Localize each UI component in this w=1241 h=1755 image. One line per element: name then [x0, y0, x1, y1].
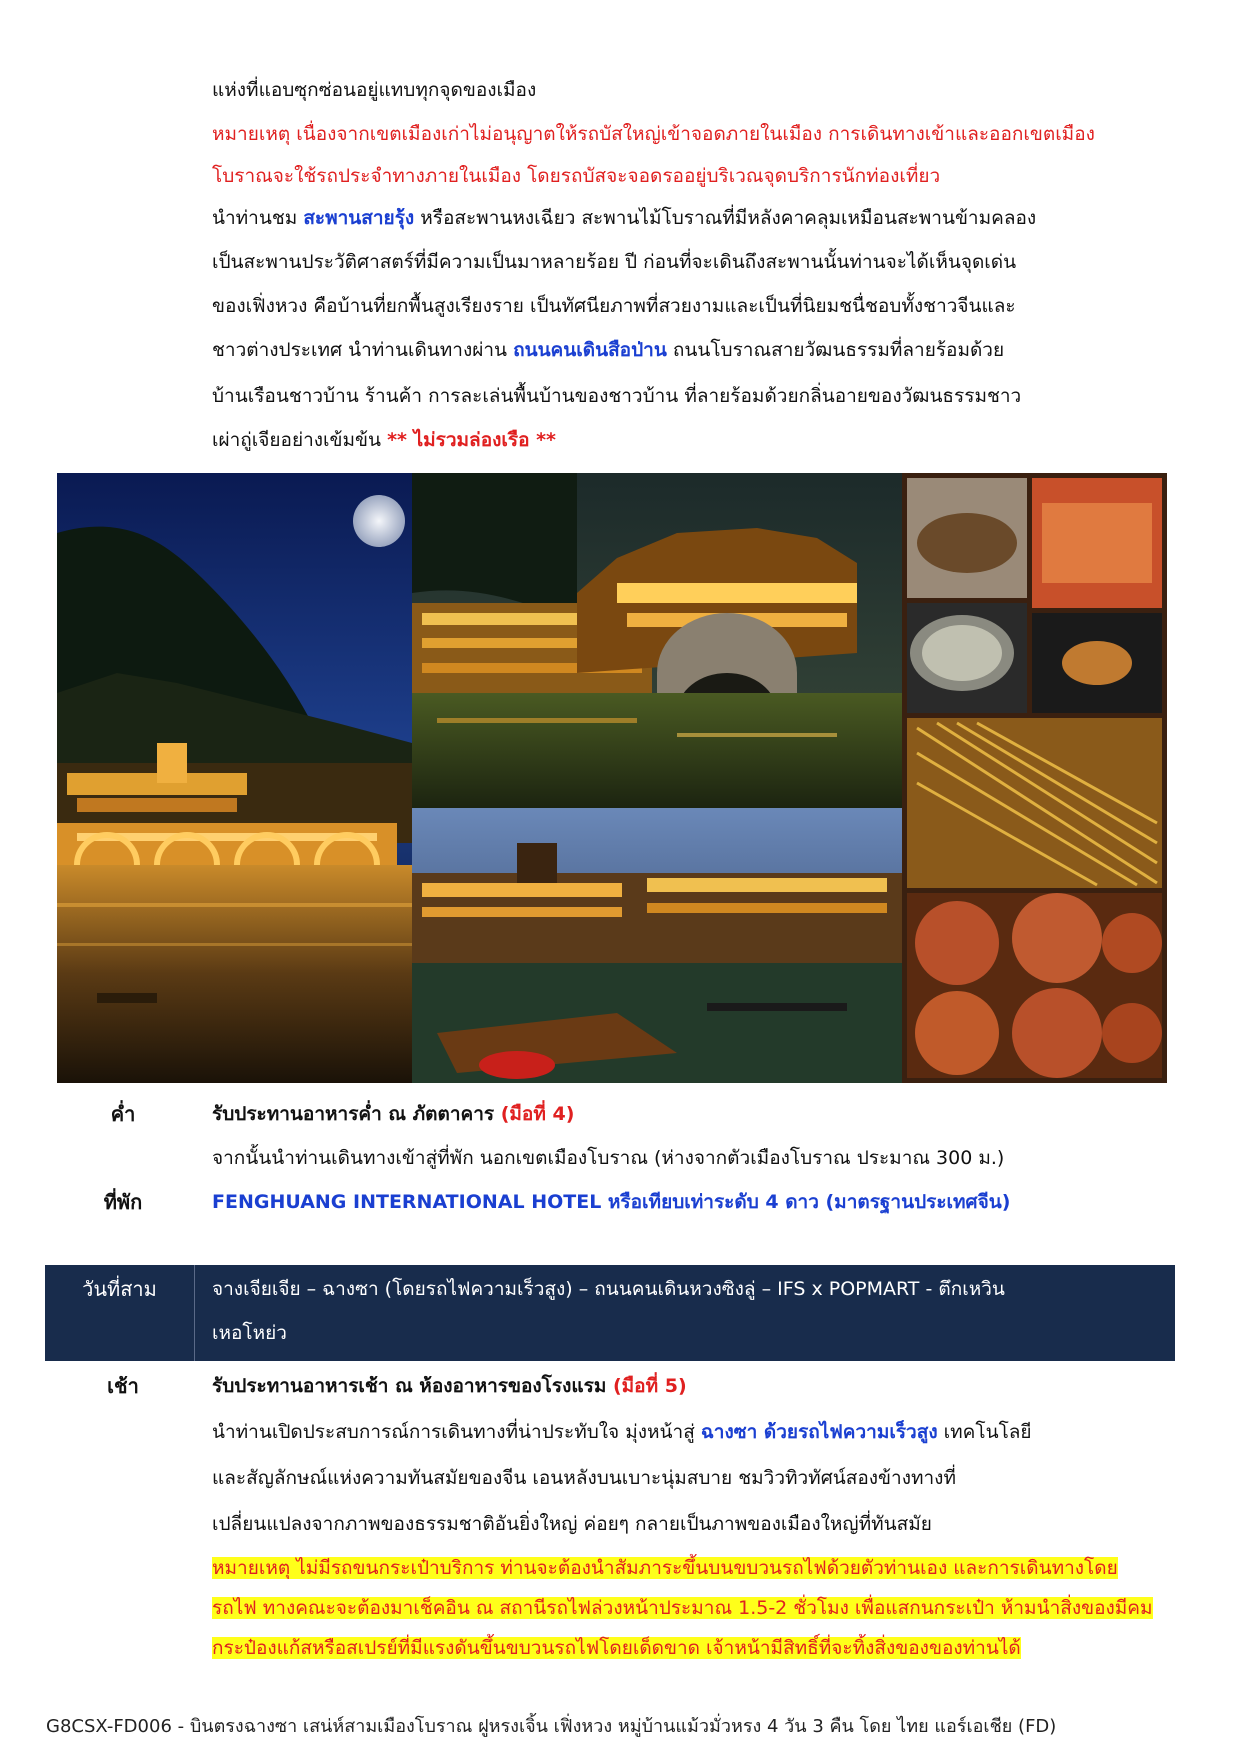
day3-title-line-1: จางเจียเจีย – ฉางซา (โดยรถไฟความเร็วสูง) – ถนนคนเดินหวงซิงลู่ – IFS x POPMART - ตึกเหวิน	[212, 1278, 1005, 1300]
intro-paragraph-line-1	[212, 196, 1172, 240]
photo-collage	[57, 473, 1167, 1083]
train-note-text: กระป๋องแก้สหรือสเปรย์ที่มีแรงดันขึ้นขบวนรถไฟโดยเด็ดขาด เจ้าหน้ามีสิทธิ์ที่จะทิ้งสิ่งของของท่านได้	[212, 1637, 1021, 1659]
day3-title-line-2: เหอโหย่ว	[212, 1322, 287, 1344]
rainbow-bridge-highlight: สะพานสายรุ้ง	[303, 207, 415, 229]
day3-header-bar	[45, 1265, 1175, 1361]
intro-paragraph-line-4	[212, 328, 1172, 372]
train-note-text: หมายเหตุ ไม่มีรถขนกระเป๋าบริการ ท่านจะต้องนำสัมภาระขึ้นบนขบวนรถไฟด้วยตัวท่านเอง และการเดินทางโดย	[212, 1557, 1118, 1579]
train-note-line-1	[212, 1548, 1172, 1588]
dinner-title: รับประทานอาหารค่ำ ณ ภัตตาคาร	[212, 1103, 495, 1125]
intro-text: ชาวต่างประเทศ นำท่านเดินทางผ่าน	[212, 339, 508, 361]
dinner-label: ค่ำ	[110, 1102, 136, 1126]
dinner-title-line	[212, 1092, 1172, 1136]
collage-svg	[57, 473, 1167, 1083]
day3-label: วันที่สาม	[45, 1265, 195, 1361]
intro-paragraph-line-5: บ้านเรือนชาวบ้าน ร้านค้า การละเล่นพื้นบ้านของชาวบ้าน ที่ลายร้อมด้วยกลิ่นอายของวัฒนธรรมชาว	[212, 385, 1022, 407]
intro-line-1: แห่งที่แอบซุกซ่อนอยู่แทบทุกจุดของเมือง	[212, 79, 537, 101]
walking-street-highlight: ถนนคนเดินสือป่าน	[513, 339, 667, 361]
intro-note-red-1: หมายเหตุ เนื่องจากเขตเมืองเก่าไม่อนุญาตให้รถบัสใหญ่เข้าจอดภายในเมือง การเดินทางเข้าและออกเขตเมือง	[212, 123, 1095, 145]
changsha-train-highlight: ฉางซา ด้วยรถไฟความเร็วสูง	[700, 1421, 938, 1443]
hotel-label: ที่พัก	[103, 1190, 143, 1214]
page-footer: G8CSX-FD006 - บินตรงฉางซา เสน่ห์สามเมืองโบราณ ฝูหรงเจิ้น เฟิ่งหวง หมู่บ้านแม้วมั่วหรง 4 วัน 3 คืน โดย ไทย แอร์เอเชีย (FD)	[46, 1716, 1057, 1737]
rainbow-bridge-photo	[412, 473, 902, 808]
intro-text: ถนนโบราณสายวัฒนธรรมที่ลายร้อมด้วย	[672, 339, 1005, 361]
intro-paragraph-line-3: ของเฟิ่งหวง คือบ้านที่ยกพื้นสูงเรียงราย เป็นทัศนียภาพที่สวยงามและเป็นที่นิยมชนื่ชอบทั้งชาวจีนและ	[212, 295, 1016, 317]
train-note-line-2	[212, 1588, 1172, 1628]
breakfast-paragraph-line-3: เปลี่ยนแปลงจากภาพของธรรมชาติอันยิ่งใหญ่ ค่อยๆ กลายเป็นภาพของเมืองใหญ่ที่ทันสมัย	[212, 1513, 932, 1535]
breakfast-text: นำท่านเปิดประสบการณ์การเดินทางที่น่าประทับใจ มุ่งหน้าสู่	[212, 1421, 695, 1443]
night-town-photo	[57, 473, 412, 1083]
intro-text: หรือสะพานหงเฉียว สะพานไม้โบราณที่มีหลังคาคลุมเหมือนสะพานข้ามคลอง	[420, 207, 1037, 229]
intro-paragraph-line-2: เป็นสะพานประวัติศาสตร์ที่มีความเป็นมาหลายร้อย ปี ก่อนที่จะเดินถึงสะพานนั้นท่านจะได้เห็นจุดเด่น	[212, 251, 1017, 273]
breakfast-meal-number: (มือที่ 5)	[612, 1375, 687, 1397]
intro-text: นำท่านชม	[212, 207, 298, 229]
intro-text: เผ่าถู่เจียอย่างเข้มข้น	[212, 429, 382, 451]
breakfast-paragraph-line-1	[212, 1410, 1172, 1454]
moon-icon	[353, 495, 405, 547]
no-boat-note: ** ไม่รวมล่องเรือ **	[387, 429, 556, 451]
local-food-photo	[902, 473, 1167, 1083]
train-note-text: รถไฟ ทางคณะจะต้องมาเช็คอิน ณ สถานีรถไฟล่วงหน้าประมาณ 1.5-2 ชั่วโมง เพื่อแสกนกระเป๋า ห้ามนำสิ่งของมีคม	[212, 1597, 1153, 1619]
intro-paragraph-line-6	[212, 418, 1172, 462]
intro-note-red-2: โบราณจะใช้รถประจำทางภายในเมือง โดยรถบัสจะจอดรออยู่บริเวณจุดบริการนักท่องเที่ยว	[212, 165, 941, 187]
train-note-line-3	[212, 1628, 1172, 1668]
dinner-detail: จากนั้นนำท่านเดินทางเข้าสู่ที่พัก นอกเขตเมืองโบราณ (ห่างจากตัวเมืองโบราณ ประมาณ 300 ม.)	[212, 1147, 1005, 1169]
breakfast-title-line	[212, 1364, 1172, 1408]
breakfast-title: รับประทานอาหารเช้า ณ ห้องอาหารของโรงแรม	[212, 1375, 607, 1397]
breakfast-paragraph-line-2: และสัญลักษณ์แห่งความทันสมัยของจีน เอนหลังบนเบาะนุ่มสบาย ชมวิวทิวทัศน์สองข้างทางที่	[212, 1467, 956, 1489]
riverside-dusk-photo	[412, 808, 902, 1083]
breakfast-label: เช้า	[107, 1374, 139, 1398]
hotel-name: FENGHUANG INTERNATIONAL HOTEL หรือเทียบเท่าระดับ 4 ดาว (มาตรฐานประเทศจีน)	[212, 1191, 1011, 1213]
breakfast-text: เทคโนโลยี	[943, 1421, 1032, 1443]
dinner-meal-number: (มือที่ 4)	[500, 1103, 575, 1125]
